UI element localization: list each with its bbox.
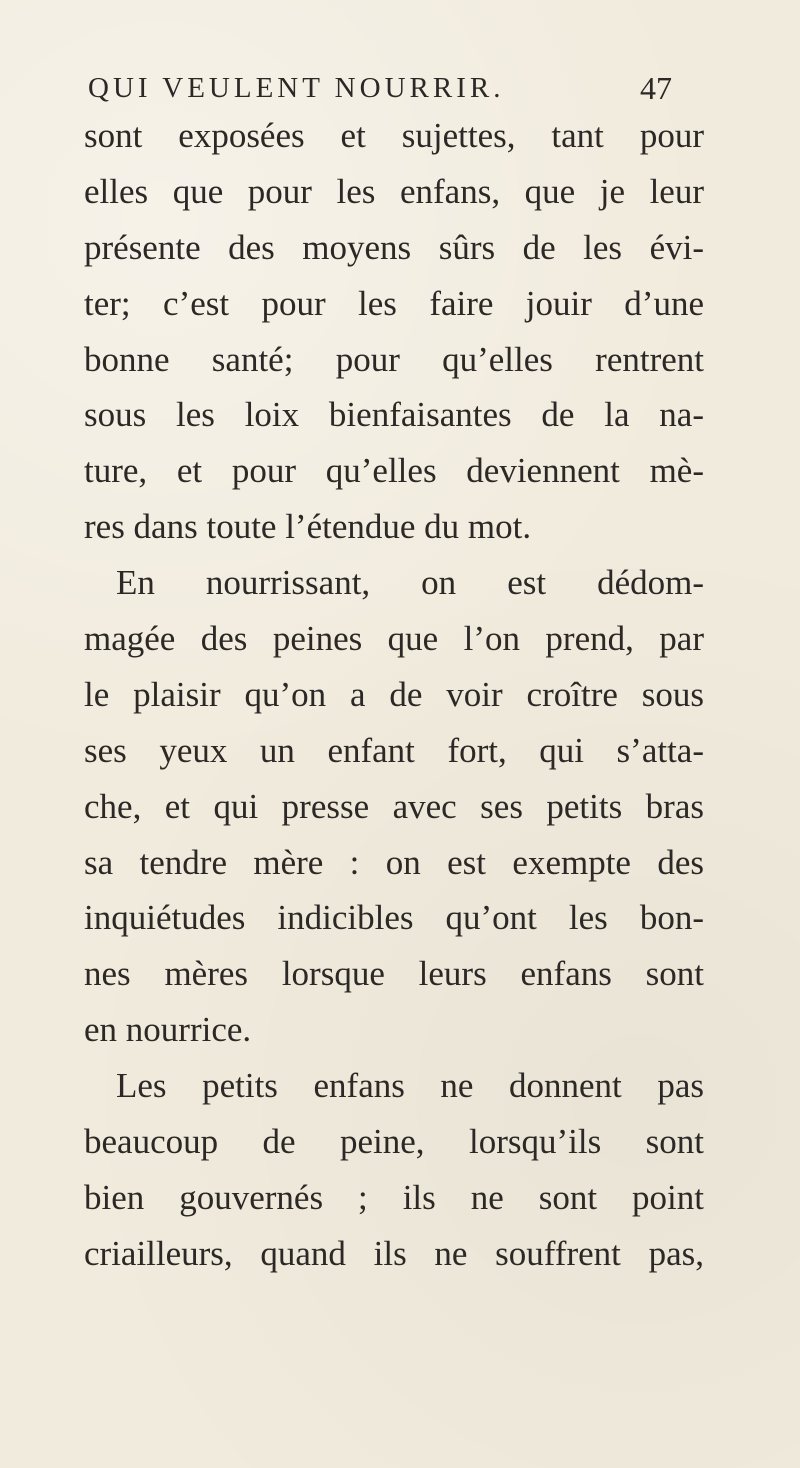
text-line-21: criailleurs, quand ils ne souffrent pas, (84, 1233, 704, 1273)
text-line-19: beaucoup de peine, lorsqu’ils sont (84, 1122, 704, 1162)
text-line-15: inquiétudes indicibles qu’ont les bon- (84, 898, 704, 938)
text-line-7: ture, et pour qu’elles deviennent mè- (84, 451, 704, 491)
running-head: QUI VEULENT NOURRIR. (88, 72, 505, 104)
text-line-4: ter; c’est pour les faire jouir d’une (84, 283, 704, 323)
text-line-1: sont exposées et sujettes, tant pour (84, 116, 704, 155)
text-line-16: nes mères lorsque leurs enfans sont (84, 954, 704, 994)
text-line-3: présente des moyens sûrs de les évi- (84, 227, 704, 267)
text-line-12: ses yeux un enfant fort, qui s’atta- (84, 730, 704, 770)
text-line-9: En nourrissant, on est dédom- (116, 563, 704, 603)
body-text (84, 108, 704, 1282)
text-line-11: le plaisir qu’on a de voir croître sous (84, 674, 704, 714)
text-line-2: elles que pour les enfans, que je leur (84, 171, 704, 211)
text-line-5: bonne santé; pour qu’elles rentrent (84, 339, 704, 379)
text-line-17: en nourrice. (84, 1010, 252, 1050)
text-line-14: sa tendre mère : on est exempte des (84, 842, 704, 882)
text-line-18: Les petits enfans ne donnent pas (116, 1066, 704, 1106)
text-line-10: magée des peines que l’on prend, par (84, 619, 704, 659)
text-line-8: res dans toute l’étendue du mot. (84, 507, 532, 547)
page-number: 47 (640, 70, 672, 106)
text-line-20: bien gouvernés ; ils ne sont point (84, 1177, 704, 1217)
text-line-6: sous les loix bienfaisantes de la na- (84, 395, 704, 435)
text-line-13: che, et qui presse avec ses petits bras (84, 786, 704, 826)
